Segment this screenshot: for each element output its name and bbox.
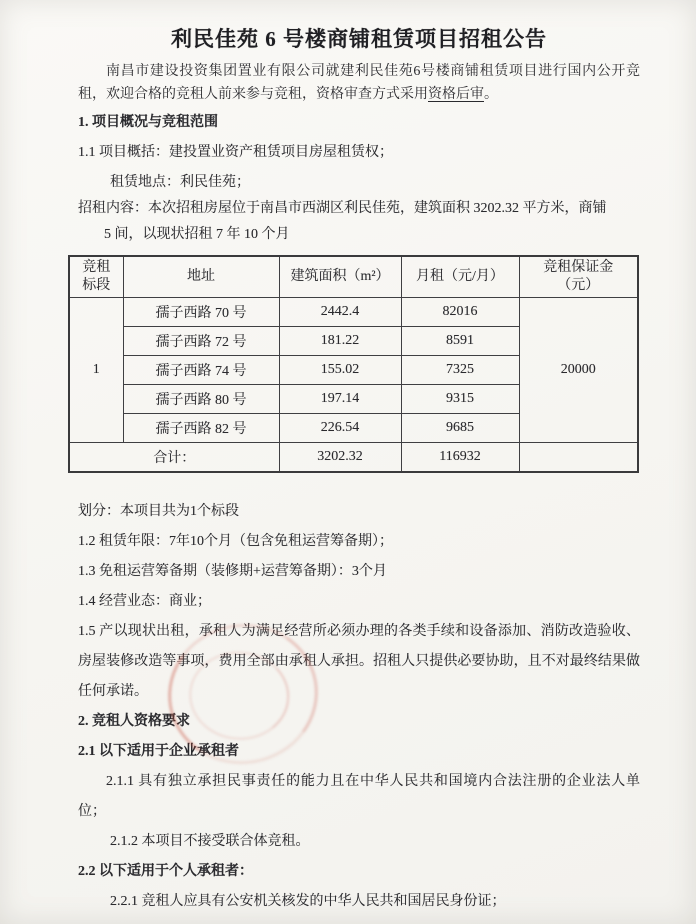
col-deposit-header-line1: 竞租保证金: [543, 260, 614, 275]
item-2-1-1-legal-entity: 2.1.1 具有独立承担民事责任的能力且在中华人民共和国境内合法注册的企业法人单位；: [78, 773, 640, 819]
intro-text: 南昌市建设投资集团置业有限公司就建利民佳苑6号楼商铺租赁项目进行国内公开竞租，欢迎合格的竞租人前来参与竞租，资格审查方式采用: [78, 64, 640, 102]
rent-cell: 7325: [401, 356, 519, 385]
intro-period: 。: [484, 87, 498, 102]
intro-paragraph: [78, 60, 640, 106]
col-rent-header: 月租（元/月）: [401, 256, 519, 298]
section-2-heading: 2. 竞租人资格要求: [78, 713, 190, 729]
total-area-cell: 3202.32: [279, 443, 401, 472]
address-cell: 孺子西路 80 号: [123, 385, 279, 414]
col-address-header: 地址: [123, 256, 279, 298]
item-2-1-2-no-consortium: 2.1.2 本项目不接受联合体竞租。: [110, 833, 310, 849]
division-note: 划分：本项目共为1个标段: [78, 503, 239, 519]
total-rent-cell: 116932: [401, 443, 519, 472]
section-1-heading: 1. 项目概况与竞租范围: [78, 115, 218, 130]
area-cell: 226.54: [279, 414, 401, 443]
item-1-1-overview: 1.1 项目概括：建投置业资产租赁项目房屋租赁权；: [78, 145, 393, 160]
address-cell: 孺子西路 70 号: [123, 298, 279, 327]
rent-cell: 9685: [401, 414, 519, 443]
item-1-4-business-type: 1.4 经营业态：商业；: [78, 593, 211, 609]
rent-cell: 82016: [401, 298, 519, 327]
item-1-2-term: 1.2 租赁年限：7年10个月（包含免租运营筹备期）；: [78, 533, 393, 549]
item-1-3-rent-free-period: 1.3 免租运营筹备期（装修期+运营筹备期）：3个月: [78, 563, 387, 579]
total-label-cell: 合计：: [69, 443, 279, 472]
address-cell: 孺子西路 72 号: [123, 327, 279, 356]
item-2-1-enterprise-heading: 2.1 以下适用于企业承租者: [78, 743, 239, 759]
rental-lots-table: [68, 255, 639, 473]
table-row: [69, 298, 638, 327]
area-cell: 155.02: [279, 356, 401, 385]
col-stage-header: [69, 256, 123, 298]
qualification-review-underlined: 资格后审: [428, 87, 484, 102]
table-total-row: [69, 443, 638, 472]
rental-content-line-2: 5 间，以现状招租 7 年 10 个月: [104, 227, 290, 242]
rental-content-line-1: 招租内容：本次招租房屋位于南昌市西湖区利民佳苑，建筑面积 3202.32 平方米，商铺: [78, 201, 607, 216]
col-stage-header-line2: 标段: [82, 278, 111, 293]
address-cell: 孺子西路 74 号: [123, 356, 279, 385]
col-area-header: 建筑面积（m²）: [279, 256, 401, 298]
item-1-5-as-is-clause: 1.5 产以现状出租，承租人为满足经营所必须办理的各类手续和设备添加、消防改造验收、房屋装修改造等事项，费用全部由承租人承担。招租人只提供必要协助，且不对最终结果做任何承诺。: [78, 623, 640, 699]
item-2-2-individual-heading: 2.2 以下适用于个人承租者：: [78, 863, 253, 879]
item-2-2-1-id-card: 2.2.1 竞租人应具有公安机关核发的中华人民共和国居民身份证；: [110, 893, 506, 909]
col-deposit-header-line2: （元）: [557, 278, 600, 293]
rent-cell: 9315: [401, 385, 519, 414]
area-cell: 2442.4: [279, 298, 401, 327]
total-deposit-cell: [519, 443, 638, 472]
stage-number-cell: 1: [69, 298, 123, 443]
rental-location: 租赁地点：利民佳苑；: [110, 175, 250, 190]
col-deposit-header: [519, 256, 638, 298]
page-title: 利民佳苑 6 号楼商铺租赁项目招租公告: [171, 27, 547, 51]
deposit-cell: 20000: [519, 298, 638, 443]
area-cell: 181.22: [279, 327, 401, 356]
rent-cell: 8591: [401, 327, 519, 356]
table-header-row: [69, 256, 638, 298]
area-cell: 197.14: [279, 385, 401, 414]
col-stage-header-line1: 竞租: [82, 260, 111, 275]
address-cell: 孺子西路 82 号: [123, 414, 279, 443]
